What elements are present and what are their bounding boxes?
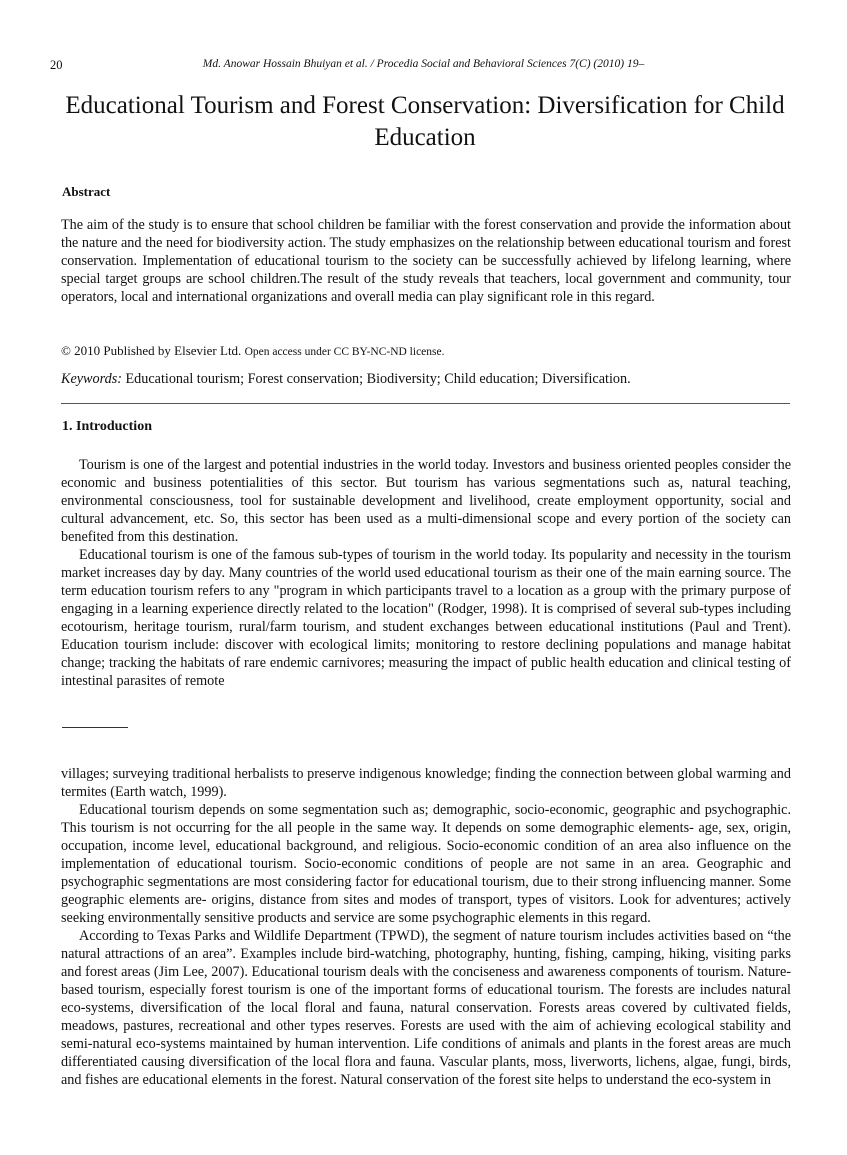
paper-title: Educational Tourism and Forest Conservation: Diversification for Child Education xyxy=(65,92,785,151)
paragraph: According to Texas Parks and Wildlife Department (TPWD), the segment of nature tourism includes activities based on “the natural attractions of an area”. Examples include bird-watching, photography, hunting, fishing, camping, hiking, visiting parks and forest areas (Jim Lee, 2007). Educational tourism deals with the conciseness and awareness components of tourism. Nature-based tourism, especially forest tourism is one of the important forms of educational tourism. The forests are includes natural eco-systems, diversification of the local floral and fauna, natural conservation. Forests areas covered by cultivated fields, meadows, pastures, recreational and other types reserves. Forests are used with the aim of achieving ecological stability and semi-natural eco-systems maintained by human intervention. Life conditions of animals and plants in the forest areas are much differentiated causing diversification of the local flora and fauna. Vascular plants, moss, liverworts, lichens, algae, fungi, birds, and fishes are educational elements in the forest. Natural conservation of the forest site helps to understand the eco-system in xyxy=(61,928,791,1088)
paragraph: villages; surveying traditional herbalists to preserve indigenous knowledge; finding the connection between global warming and termites (Earth watch, 1999). xyxy=(61,766,791,800)
section-divider xyxy=(61,403,790,404)
abstract-text: The aim of the study is to ensure that school children be familiar with the forest conservation and provide the information about the nature and the need for biodiversity action. The study emphasizes on the relationship between educational tourism and forest conservation. Implementation of educational tourism to the society can be successfully achieved by lifelong learning, where special target groups are school children.The result of the study reveals that teachers, local government and community, tour operators, local and international organizations and overall media can play significant role in this regard. xyxy=(61,217,791,305)
introduction-heading: 1. Introduction xyxy=(62,419,152,434)
keywords-text: Educational tourism; Forest conservation; Biodiversity; Child education; Diversification. xyxy=(125,371,631,387)
abstract-heading: Abstract xyxy=(62,184,111,199)
paragraph: Educational tourism is one of the famous sub-types of tourism in the world today. Its popularity and necessity in the tourism market increases day by day. Many countries of the world used educational tourism as their one of the main earning source. The term education tourism refers to any "program in which participants travel to a location as a group with the primary purpose of engaging in a learning experience directly related to the location" (Rodger, 1998). It is comprised of several sub-types including ecotourism, heritage tourism, rural/farm tourism, and student exchanges between educational institutions (Paul and Trent). Education tourism include: discover with ecological limits; monitoring to restore declining populations and manage habitat change; tracking the habitats of rare endemic carnivores; measuring the impact of public health education and clinical testing of intestinal parasites of remote xyxy=(61,547,791,689)
page-number: 20 xyxy=(50,58,63,72)
license-link[interactable]: Open access under CC BY-NC-ND license. xyxy=(244,346,445,358)
keywords xyxy=(61,371,631,388)
copyright-line xyxy=(61,343,445,359)
introduction-body xyxy=(61,456,791,690)
footnote-rule xyxy=(62,727,128,728)
copyright-text: © 2010 Published by Elsevier Ltd. xyxy=(61,343,242,358)
continuation-body xyxy=(61,765,791,1089)
keywords-label: Keywords: xyxy=(61,371,122,387)
paragraph: Tourism is one of the largest and potential industries in the world today. Investors and business oriented peoples consider the economic and business potentialities of this sector. But tourism has various segmentations such as, natural teaching, environmental consciousness, tool for sustainable development and livelihood, create employment opportunity, social and cultural advancement, etc. So, this sector has been used as a multi-dimensional scope and every portion of the society can benefited from this destination. xyxy=(61,457,791,545)
page-header xyxy=(0,58,847,76)
paragraph: Educational tourism depends on some segmentation such as; demographic, socio-economic, geographic and psychographic. This tourism is not occurring for the all people in the same way. It depends on some demographic elements- age, sex, origin, occupation, income level, educational background, and religious. Socio-economic condition of an area also influence on the implementation of educational tourism. Socio-economic conditions of people are not same in an area. Geographic and psychographic segmentations are most considering factor for educational tourism, due to their strong influencing manner. Some geographic elements are- origins, distance from sites and modes of transport, types of visitors. Look for adventures; actively seeking environmentally sensitive products and service are some psychographic elements in this regard. xyxy=(61,802,791,926)
running-head: Md. Anowar Hossain Bhuiyan et al. / Procedia Social and Behavioral Sciences 7(C) (2010) 19– xyxy=(202,58,645,70)
